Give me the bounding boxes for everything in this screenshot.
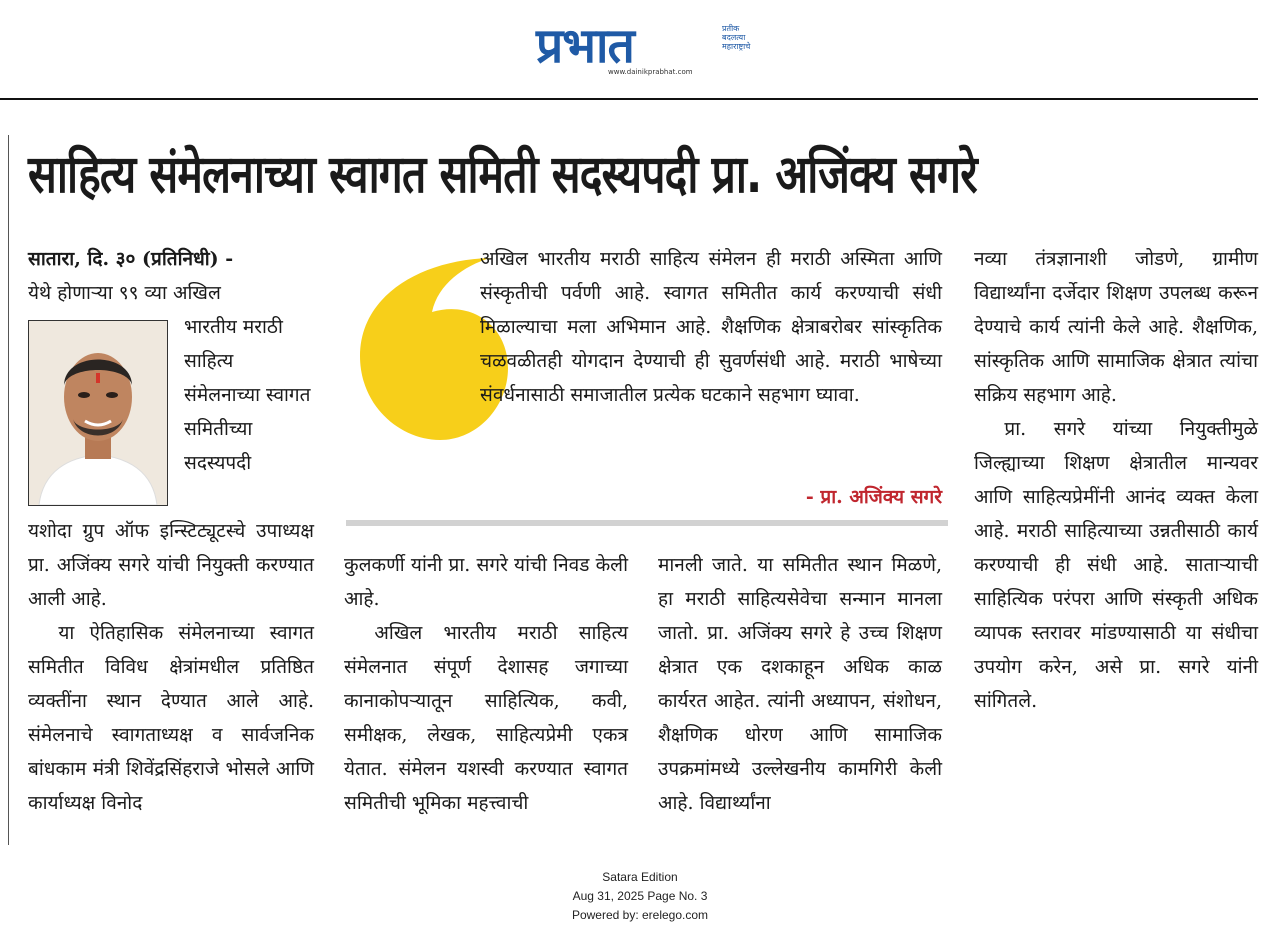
article-headline: साहित्य संमेलनाच्या स्वागत समिती सदस्यपदी प्रा. अजिंक्य सगरे <box>28 145 977 205</box>
portrait-image <box>28 320 168 506</box>
photo-side-text: भारतीय मराठी साहित्य संमेलनाच्या स्वागत समितीच्या सदस्यपदी <box>184 316 311 474</box>
paragraph: अखिल भारतीय मराठी साहित्य संमेलनात संपूर्ण देशासह जगाच्या कानाकोपऱ्यातून साहित्यिक, कवी, समीक्षक, लेखक, साहित्यप्रेमी एकत्र येतात. संमेलन यशस्वी करण्यात स्वागत समितीची भूमिका महत्त्वाची <box>344 622 628 814</box>
quote-divider <box>346 520 948 526</box>
quote-text: अखिल भारतीय मराठी साहित्य संमेलन ही मराठी अस्मिता आणि संस्कृतीची पर्वणी आहे. स्वागत समितीत कार्य करण्याची संधी मिळाल्याचा मला अभिमान आहे. शैक्षणिक क्षेत्राबरोबर सांस्कृतिक चळवळीतही योगदान देण्याची ही सुवर्णसंधी आहे. मराठी भाषेच्या संवर्धनासाठी समाजातील प्रत्येक घटकाने सहभाग घ्यावा. <box>480 248 942 406</box>
logo-url: www.dainikprabhat.com <box>608 68 693 76</box>
article-column-3 <box>658 548 942 820</box>
newspaper-logo[interactable] <box>536 18 752 80</box>
page-footer <box>440 868 840 925</box>
portrait-photo <box>28 320 168 506</box>
paragraph: नव्या तंत्रज्ञानाशी जोडणे, ग्रामीण विद्यार्थ्यांना दर्जेदार शिक्षण उपलब्ध करून देण्याचे कार्य त्यांनी केले आहे. शैक्षणिक, सांस्कृतिक आणि सामाजिक क्षेत्रात त्यांचा सक्रिय सहभाग आहे. <box>974 248 1258 406</box>
dateline: सातारा, दि. ३० (प्रतिनिधी) - <box>28 248 234 270</box>
paragraph: प्रा. सगरे यांच्या नियुक्तीमुळे जिल्ह्याच्या शिक्षण क्षेत्रातील मान्यवर आणि साहित्यप्रेमींनी आनंद व्यक्त केला आहे. मराठी साहित्याच्या उन्नतीसाठी कार्य करण्याची ही संधी आहे. साताऱ्याची साहित्यिक परंपरा आणि संस्कृती अधिक व्यापक स्तरावर मांडण्यासाठी या संधीचा उपयोग करेन, असे प्रा. सगरे यांनी सांगितले. <box>974 418 1258 712</box>
powered-by-link[interactable]: Powered by: erelego.com <box>571 908 709 922</box>
pull-quote <box>480 242 942 412</box>
article-column-1 <box>28 242 314 310</box>
paragraph: मानली जाते. या समितीत स्थान मिळणे, हा मराठी साहित्यसेवेचा सन्मान मानला जातो. प्रा. अजिंक्य सगरे हे उच्च शिक्षण क्षेत्रात एक दशकाहून अधिक काळ कार्यरत आहेत. त्यांनी अध्यापन, संशोधन, शैक्षणिक धोरण आणि सामाजिक उपक्रमांमध्ये उल्लेखनीय कामगिरी केली आहे. विद्यार्थ्यांना <box>658 554 942 814</box>
logo-wordmark: प्रभात <box>536 18 634 74</box>
article-column-1-continued <box>28 514 314 820</box>
column-rule <box>8 135 9 845</box>
article-column-2 <box>344 548 628 820</box>
paragraph: कुलकर्णी यांनी प्रा. सगरे यांची निवड केली आहे. <box>344 554 628 610</box>
person-portrait-icon <box>29 321 167 505</box>
quote-author: - प्रा. अजिंक्य सगरे <box>805 486 942 508</box>
intro-text: येथे होणाऱ्या ९९ व्या अखिल <box>28 282 221 304</box>
masthead <box>0 0 1280 100</box>
date-page-label: Aug 31, 2025 Page No. 3 <box>572 889 708 903</box>
paragraph: या ऐतिहासिक संमेलनाच्या स्वागत समितीत विविध क्षेत्रांमधील प्रतिष्ठित व्यक्तींना स्थान देण्यात आले आहे. संमेलनाचे स्वागताध्यक्ष व सार्वजनिक बांधकाम मंत्री शिवेंद्रसिंहराजे भोसले आणि कार्याध्यक्ष विनोद <box>28 622 314 814</box>
logo-tagline: प्रतीक बदलत्या महाराष्ट्राचे <box>722 24 751 51</box>
article-column-4 <box>974 242 1258 718</box>
masthead-divider <box>0 98 1258 100</box>
paragraph: यशोदा ग्रुप ऑफ इन्स्टिट्यूटस्चे उपाध्यक्ष प्रा. अजिंक्य सगरे यांची नियुक्ती करण्यात आली आहे. <box>28 520 314 610</box>
edition-label: Satara Edition <box>602 870 678 884</box>
